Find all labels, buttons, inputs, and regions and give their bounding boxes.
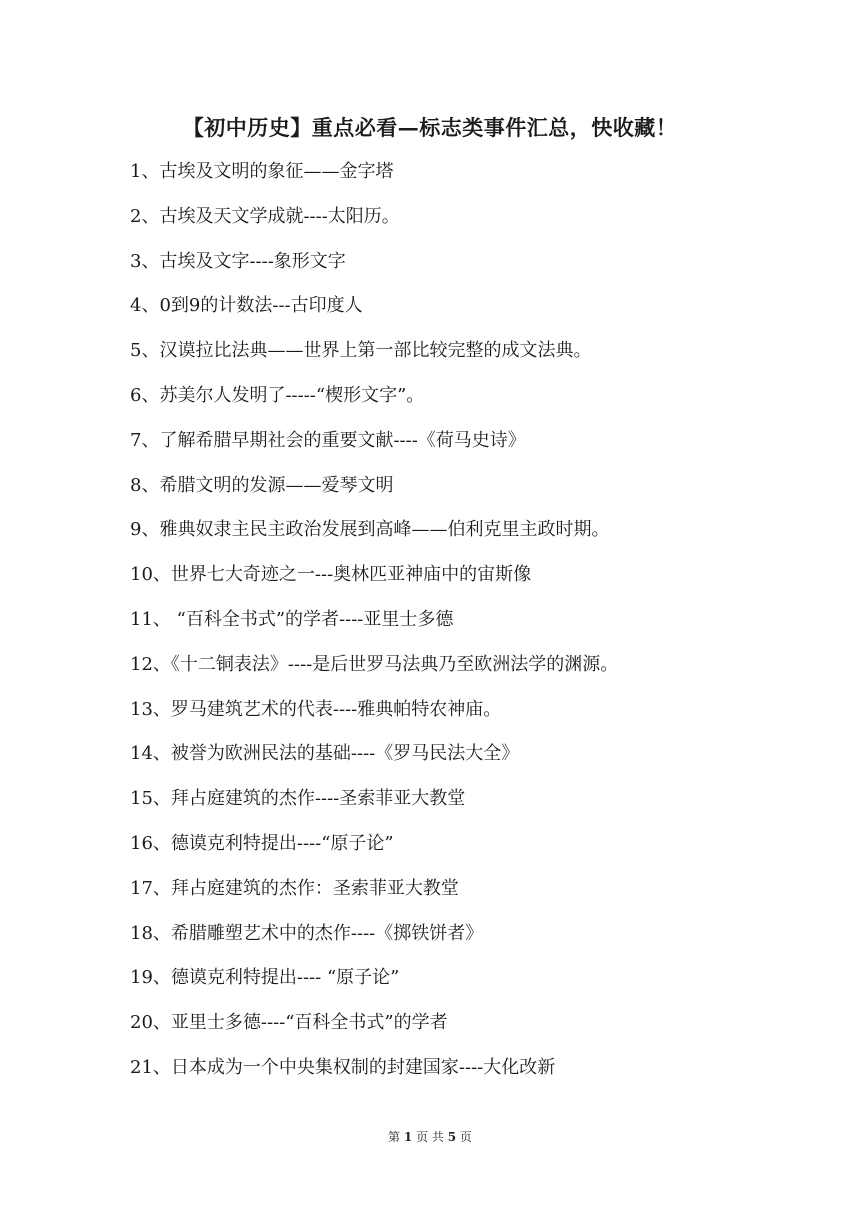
- list-item: 1、古埃及文明的象征——金字塔: [130, 161, 394, 182]
- list-item: 19、德谟克利特提出---- “原子论”: [130, 967, 400, 989]
- list-item: 17、拜占庭建筑的杰作：圣索菲亚大教堂: [130, 877, 459, 899]
- list-item: 18、希腊雕塑艺术中的杰作----《掷铁饼者》: [130, 922, 484, 944]
- list-item: 14、被誉为欧洲民法的基础----《罗马民法大全》: [130, 743, 520, 765]
- list-item: 3、古埃及文字----象形文字: [130, 250, 346, 272]
- list-item: 2、古埃及天文学成就----太阳历。: [130, 205, 400, 227]
- list-item: 12、《十二铜表法》----是后世罗马法典乃至欧洲法学的渊源。: [130, 653, 619, 675]
- footer-suffix: 页: [459, 1130, 472, 1144]
- page-title: 【初中历史】重点必看—标志类事件汇总，快收藏！: [182, 115, 678, 140]
- list-item: 9、雅典奴隶主民主政治发展到高峰——伯利克里主政时期。: [130, 519, 610, 541]
- list-item: 5、汉谟拉比法典——世界上第一部比较完整的成文法典。: [130, 340, 592, 362]
- list-item: 8、希腊文明的发源——爱琴文明: [130, 474, 394, 496]
- list-item: 11、 “百科全书式”的学者----亚里士多德: [130, 608, 454, 630]
- footer-prefix: 第: [388, 1130, 401, 1144]
- list-item: 15、拜占庭建筑的杰作----圣索菲亚大教堂: [130, 788, 466, 810]
- list-item: 10、世界七大奇迹之一---奥林匹亚神庙中的宙斯像: [130, 564, 532, 586]
- page-footer: [0, 1128, 860, 1146]
- list-item: 13、罗马建筑艺术的代表----雅典帕特农神庙。: [130, 698, 502, 720]
- event-list: [130, 156, 820, 1097]
- list-item: 6、苏美尔人发明了-----“楔形文字”。: [130, 384, 425, 406]
- list-item: 16、德谟克利特提出----“原子论”: [130, 832, 394, 854]
- list-item: 4、0到9的计数法---古印度人: [130, 295, 363, 317]
- footer-middle: 页 共: [416, 1130, 444, 1144]
- total-pages-number: 5: [447, 1130, 457, 1144]
- list-item: 21、日本成为一个中央集权制的封建国家----大化改新: [130, 1056, 556, 1078]
- current-page-number: 1: [403, 1130, 413, 1144]
- list-item: 20、亚里士多德----“百科全书式”的学者: [130, 1012, 448, 1034]
- list-item: 7、了解希腊早期社会的重要文献----《荷马史诗》: [130, 429, 526, 451]
